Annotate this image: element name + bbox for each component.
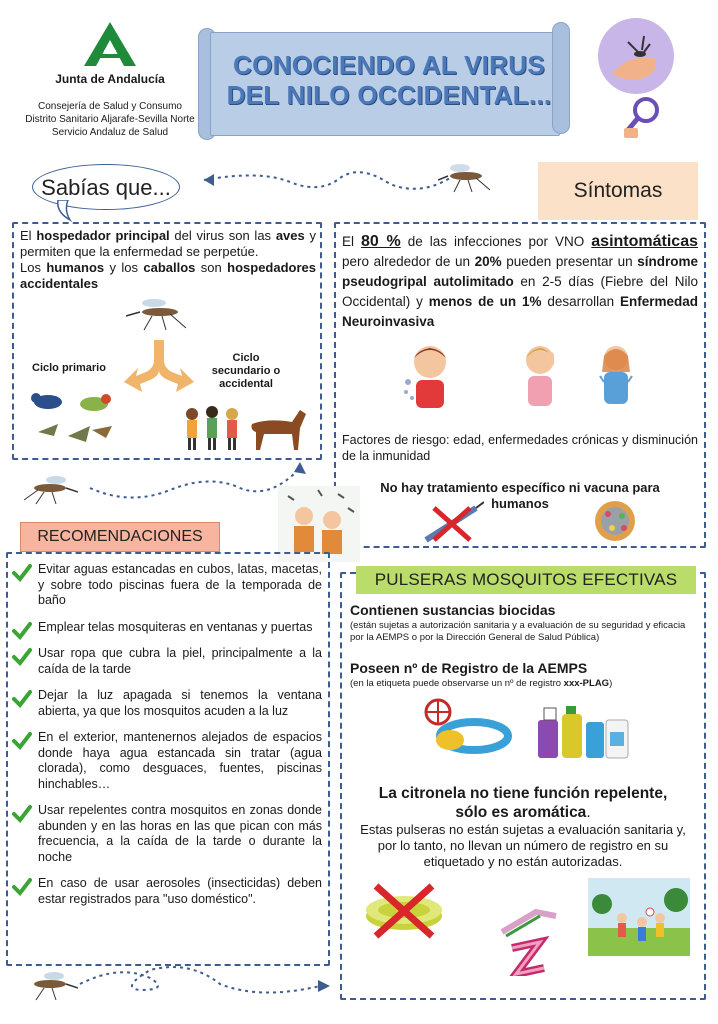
list-item [12, 620, 322, 636]
mosquito-icon [126, 292, 190, 332]
hosts-paragraph-1 [20, 228, 316, 260]
list-item-text: Usar repelentes contra mosquitos en zonas donde abunden y en las horas en las que pican con más frecuencia, a la caída de la tarde o durante la noche [38, 803, 322, 864]
t: hospedador principal [36, 228, 170, 243]
list-item-text: Dejar la luz apagada si tenemos la ventana abierta, ya que los mosquitos acuden a la luz [38, 688, 322, 718]
sintomas-tab-label: Síntomas [573, 179, 663, 202]
bracelet-stack-icon [496, 902, 562, 976]
mosquito-icon [22, 966, 78, 1002]
t: síndrome pseudogripal autolimitado [342, 254, 698, 289]
fumigation-illustration [278, 486, 360, 562]
t: humanos [46, 260, 105, 275]
mosquito-bite-icon [598, 18, 674, 94]
junta-logo-icon [80, 20, 140, 68]
biocides-heading: Contienen sustancias biocidas [350, 602, 556, 618]
mosquito-icon [438, 158, 496, 194]
check-icon [12, 878, 32, 896]
t: ) [609, 678, 613, 689]
list-item [12, 803, 322, 865]
page-title-line-2: DEL NILO OCCIDENTAL... [226, 80, 552, 110]
check-icon [12, 732, 32, 750]
t: sólo es aromática [455, 804, 587, 821]
crossed-syringe-icon [420, 500, 484, 546]
list-item-text: Usar ropa que cubra la piel, principalmente a la caída de la tarde [38, 646, 322, 676]
t: El [20, 228, 37, 243]
headache-person-icon [516, 342, 562, 408]
risk-factors-text: Factores de riesgo: edad, enfermedades crónicas y disminución de la inmunidad [342, 433, 698, 463]
aemps-note [350, 678, 700, 690]
t: (en la etiqueta puede observarse un nº de registro [350, 678, 564, 689]
t: pueden presentar un [501, 254, 638, 269]
t: . [586, 804, 591, 821]
page-title [224, 50, 554, 110]
title-scroll [198, 22, 570, 140]
t: de las infecciones por VNO [400, 234, 592, 249]
children-playing-illustration [588, 878, 690, 956]
hosts-text [20, 228, 316, 292]
department-line-3: Servicio Andaluz de Salud [51, 127, 169, 138]
t: El [342, 234, 361, 249]
sintomas-tab [538, 162, 698, 220]
list-item [12, 646, 322, 677]
t: en 2-5 días (Fiebre del Nilo Occidental) y [342, 274, 698, 309]
ciclo-secundario-label: Ciclo secundario o accidental [211, 352, 281, 390]
department-lines [12, 100, 208, 139]
chills-person-icon [596, 342, 636, 408]
t: y los [104, 260, 144, 275]
citronella-line-1: La citronela no tiene función repelente, [378, 785, 668, 802]
no-treatment-text: No hay tratamiento específico ni vacuna para humanos [380, 480, 660, 511]
magnifier-icon [624, 96, 664, 140]
hosts-paragraph-2 [20, 260, 316, 292]
recomendaciones-tab-label: RECOMENDACIONES [37, 528, 203, 545]
t: 20% [474, 254, 502, 269]
recommendations-list [12, 562, 322, 918]
list-item-text: Evitar aguas estancadas en cubos, latas, macetas, y sobre todo piscinas fuera de la temporada de baño [38, 562, 322, 607]
birds-illustration [28, 386, 118, 450]
t: son [195, 260, 228, 275]
bracelets-illustration [420, 696, 524, 758]
citronella-heading [350, 784, 696, 822]
t: xxx-PLAG [563, 678, 610, 689]
bubble-tail [54, 200, 76, 222]
symptoms-text [342, 232, 698, 332]
org-name: Junta de Andalucía [55, 72, 165, 86]
scroll-roll-right [552, 22, 570, 134]
t: menos de un 1% [428, 294, 542, 309]
pulseras-tab-label: PULSERAS MOSQUITOS EFECTIVAS [374, 570, 678, 589]
list-item-text: Emplear telas mosquiteras en ventanas y puertas [38, 619, 313, 634]
t: y permiten que la enfermedad se perpetúe. [20, 228, 316, 259]
t: Los [20, 260, 47, 275]
list-item [12, 876, 322, 907]
citronella-note: Estas pulseras no están sujetas a evaluación sanitaria y, por lo tanto, no llevan un número de registro en su etiquetado y no están autorizadas. [360, 822, 686, 869]
department-line-1: Consejería de Salud y Consumo [38, 101, 182, 112]
speech-bubble-text: Sabías que... [41, 175, 171, 200]
list-item [12, 688, 322, 719]
t: caballos [143, 260, 196, 275]
citronella-candle-crossed-icon [362, 876, 448, 942]
check-icon [12, 564, 32, 582]
aemps-heading: Poseen nº de Registro de la AEMPS [350, 660, 588, 676]
biocides-note: (están sujetas a autorización sanitaria y a evaluación de su seguridad y eficacia por la AEMPS o por la Dirección General de Salud Pública) [350, 620, 686, 643]
t: 80 % [361, 233, 401, 250]
split-arrow-icon [124, 340, 194, 398]
citronella-line-2 [350, 803, 696, 822]
list-item [12, 730, 322, 792]
t: del virus son las [169, 228, 276, 243]
products-illustration [536, 700, 630, 760]
list-item-text: En el exterior, mantenernos alejados de espacios donde haya agua estancada sin tratar (agua clorada), como desguaces, fuentes, piscinas hinchables… [38, 730, 322, 791]
list-item-text: En caso de usar aerosoles (insecticidas) deben estar registrados para "uso doméstico". [38, 876, 322, 906]
list-item [12, 562, 322, 609]
t: aves [275, 228, 305, 243]
sneezing-person-icon [402, 342, 458, 408]
t: Enfermedad Neuroinvasiva [342, 294, 699, 329]
t: asintomáticas [591, 233, 698, 250]
t: hospedadores accidentales [20, 260, 316, 291]
mosquito-icon [22, 470, 78, 506]
check-icon [12, 690, 32, 708]
virus-icon [592, 498, 638, 544]
junta-andalucia-logo [30, 20, 190, 86]
check-icon [12, 622, 32, 640]
t: desarrollan [541, 294, 620, 309]
check-icon [12, 648, 32, 666]
recomendaciones-tab [20, 522, 220, 552]
humans-horse-illustration [182, 404, 310, 454]
pulseras-tab [356, 566, 696, 594]
page-title-line-1: CONOCIENDO AL VIRUS [233, 50, 545, 80]
t: pero alrededor de un [342, 254, 475, 269]
ciclo-primario-label: Ciclo primario [32, 362, 106, 374]
department-line-2: Distrito Sanitario Aljarafe-Sevilla Norte [25, 114, 195, 125]
check-icon [12, 805, 32, 823]
